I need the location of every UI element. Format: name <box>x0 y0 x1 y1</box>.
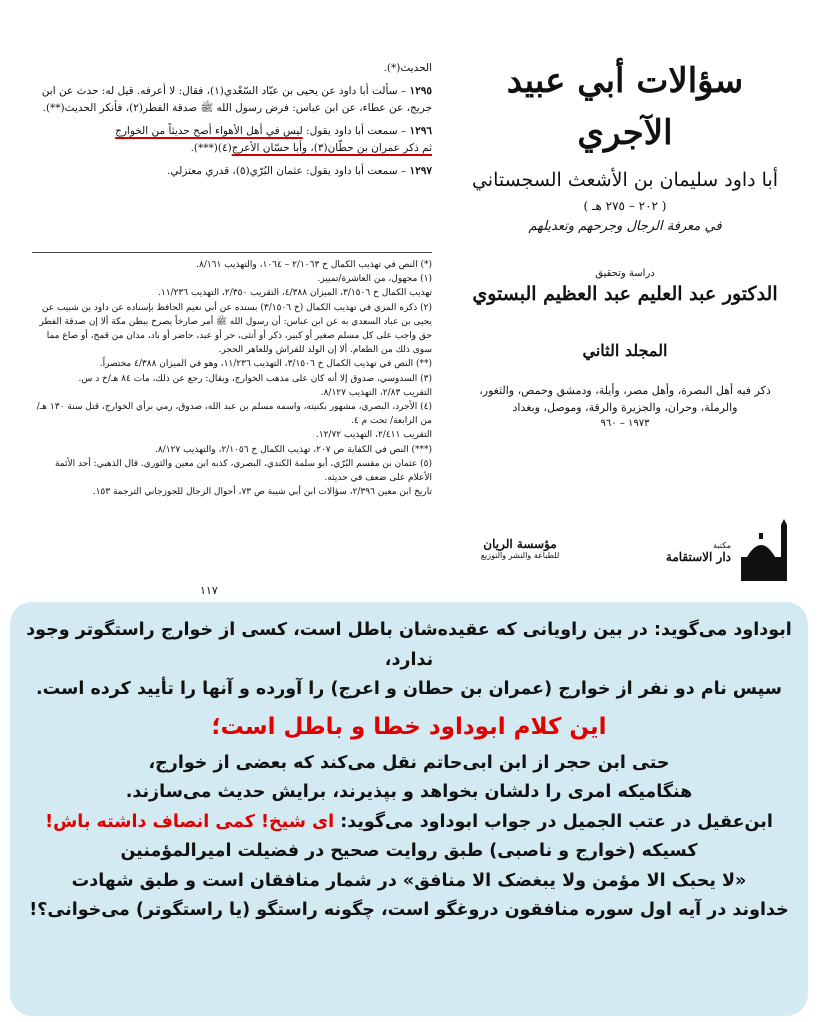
commentary-line: هنگامیکه امری را دلشان بخواهد و بپذیرند، برایش حدیث می‌سازند. <box>125 782 693 802</box>
footnote: (٢) ذكره المزي في تهذيب الكمال (خ ٣/١٥٠٦) بسنده عن أبي نعيم الحافظ بإسناده عن داود بن شبيب عن يحيى بن عباد السعدي به عن ابن عباس: أن رسول الله ﷺ أمر صارخاً يصرخ ببطن مكة ألا إن صدقة الفطر حق واجب على كل مسلم صغير أو كبير، ذكر أو أنثى، حر أو عبد، حاضر أو باد، مدان من قمح، أو صاع مما سوى ذلك من الطعام. ألا إن الولد للفراش وللعاهر الحجر. <box>39 302 432 356</box>
footnote: (٥) عثمان بن مقسم البُرّي، أبو سلمة الكندي، البصري، كذبه ابن معين والثوري. قال الذهبي: أحد الأئمة الأعلام على ضعف في حديثه. <box>54 458 432 484</box>
footnote: التقريب ٢/٤١١، التهذيب ١٢/٧٢. <box>315 430 432 441</box>
entry-text-lead: – سمعت أبا داود يقول: <box>302 125 407 137</box>
book-subtitle: في معرفة الرجال وجرحهم وتعديلهم <box>528 219 722 234</box>
footnote: (**) النص في تهذيب الكمال خ ٣/١٥٠٦، التهذيب ١١/٢٣٦، وهو في الميزان ٤/٣٨٨ مختصراً. <box>99 359 432 370</box>
footnote-divider <box>32 252 432 253</box>
entry-number: ١٢٩٥ <box>409 85 432 97</box>
commentary-line: کسیکه (خوارج و ناصبی) طبق روایت صحیح در فضیلت امیرالمؤمنین <box>120 841 698 861</box>
publisher-sub: للطباعة والنشر والتوزيع <box>480 551 560 560</box>
volume-label: المجلد الثاني <box>582 341 668 360</box>
commentary-exclamation: ای شیخ! کمی انصاف داشته باش! <box>45 811 335 832</box>
book-text-column <box>32 60 432 180</box>
page-number: ١١٧ <box>200 584 218 597</box>
commentary-lead: ابن‌عقیل در عتب الجمیل در جواب ابوداود می‌گوید: <box>334 811 773 832</box>
author-years: ( ٢٠٢ – ٢٧٥ هـ ) <box>583 199 667 213</box>
entry-text: – سألت أبا داود عن يحيى بن عبّاد السّعْدي(١)، فقال: لا أعرفه. قيل له: حدث عن ابن جريج، عن عطاء، عن ابن عباس: فرض رسول الله ﷺ صدقة الفطر(٢)، فأنكر الحديث(**). <box>41 85 432 114</box>
entry-number: ١٢٩٦ <box>409 125 432 137</box>
study-label: دراسة وتحقيق <box>595 268 655 279</box>
publisher-text <box>666 541 731 564</box>
footnote: تهذيب الكمال خ ٣/١٥٠٦، الميزان ٤/٣٨٨، التقريب ٢/٣٥٠، التهذيب ١١/٢٣٦. <box>158 288 432 299</box>
commentary-line: ابوداود می‌گوید: در بین راویانی که عقیده‌شان باطل است، کسی از خوارج راستگوتر وجود ندارد، <box>26 620 792 670</box>
footnote: (٣) السدوسي، صدوق إلا أنه كان على مذهب الخوارج، ويقال: رجع عن ذلك، مات ٨٤ هـ/خ د س. <box>78 373 432 384</box>
entry-1296 <box>32 123 432 157</box>
commentary-line: حتی ابن حجر از ابن ابی‌حاتم نقل می‌کند که بعضی از خوارج، <box>148 752 670 773</box>
publisher-rayyan <box>455 537 585 560</box>
commentary-box <box>10 602 808 1016</box>
highlighted-quote: ليس في أهل الأهواء أصح حديثاً من الخوارج <box>115 125 303 137</box>
publisher-name: مؤسسة الريان <box>483 537 557 551</box>
highlighted-names: ثم ذكر عمران بن حطّان(٣)، وأبا حسّان الأعرج <box>231 142 432 154</box>
footnote: (***) النص في الكفاية ص ٢٠٧، تهذيب الكمال خ ٢/١٠٥٦، والتهذيب ٨/١٢٧. <box>154 444 432 455</box>
footnotes <box>32 258 432 499</box>
book-author: أبا داود سليمان بن الأشعث السجستاني <box>471 169 779 191</box>
commentary-line: خداوند در آیه اول سوره منافقون دروغگو است، چگونه راستگو (یا راستگوتر) می‌خوانی؟! <box>29 900 789 920</box>
entry-text: – سمعت أبا داود يقول: عثمان البُرّي(٥)، قدري معتزلي. <box>167 165 407 177</box>
footnote: تاريخ ابن معين ٢/٣٩٦، سؤالات ابن أبي شيبة ص ٧٣، أحوال الرجال للجوزجاني الترجمة ١٥٣. <box>92 487 432 498</box>
years-range: ١٩٧٣ – ٩٦٠ <box>600 418 650 429</box>
commentary-heading: این کلام ابوداود خطا و باطل است؛ <box>211 713 607 740</box>
footnote: (٤) الأجرد، البصري، مشهور بكنيته، واسمه مسلم بن عبد الله، صدوق، رمي برأي الخوارج، قتل سنة ١٣٠ هـ/من الرابعة/ تحت م ٤. <box>36 402 432 427</box>
footnote: (*) النص في تهذيب الكمال خ ٢/١٠٦٣ – ١٠٦٤، والتهذيب ٨/١٦١. <box>196 260 432 270</box>
publisher-istiqama <box>655 515 795 581</box>
commentary-line: سپس نام دو نفر از خوارج (عمران بن حطان و اعرج) را آورده و آنها را تأیید کرده است. <box>36 679 782 699</box>
title-page <box>455 45 795 429</box>
scholars-list: ذكر فيه أهل البصرة، وأهل مصر، وأيلة، ودمشق وحمص، والثغور، والرملة، وحران، والجزيرة والرقة، وموصل، وبغداد <box>479 384 771 414</box>
entry-text-tail: (٤)(***). <box>190 142 232 154</box>
entry-1295 <box>32 83 432 117</box>
footnote: التقريب ٢/٨٣، التهذيب ٨/١٢٧. <box>320 387 432 398</box>
entry-number: ١٢٩٧ <box>409 165 432 177</box>
commentary-line: «لا یحبک الا مؤمن ولا یبغضک الا منافق» در شمار منافقان است و طبق شهادت <box>71 870 747 891</box>
top-line: الحديث(*). <box>383 62 432 74</box>
footnote: (١) مجهول، من العاشرة/تمييز. <box>317 274 432 285</box>
publisher-name: دار الاستقامة <box>665 550 731 564</box>
entry-1297 <box>32 163 432 180</box>
publisher-top: مكتبة <box>713 541 731 550</box>
commentary-line <box>20 808 798 838</box>
editor-name: الدكتور عبد العليم عبد العظيم البستوي <box>472 283 778 305</box>
book-title: سؤالات أبي عبيد الآجري <box>506 61 744 153</box>
publishers <box>455 515 795 585</box>
mosque-logo-icon <box>735 519 795 581</box>
